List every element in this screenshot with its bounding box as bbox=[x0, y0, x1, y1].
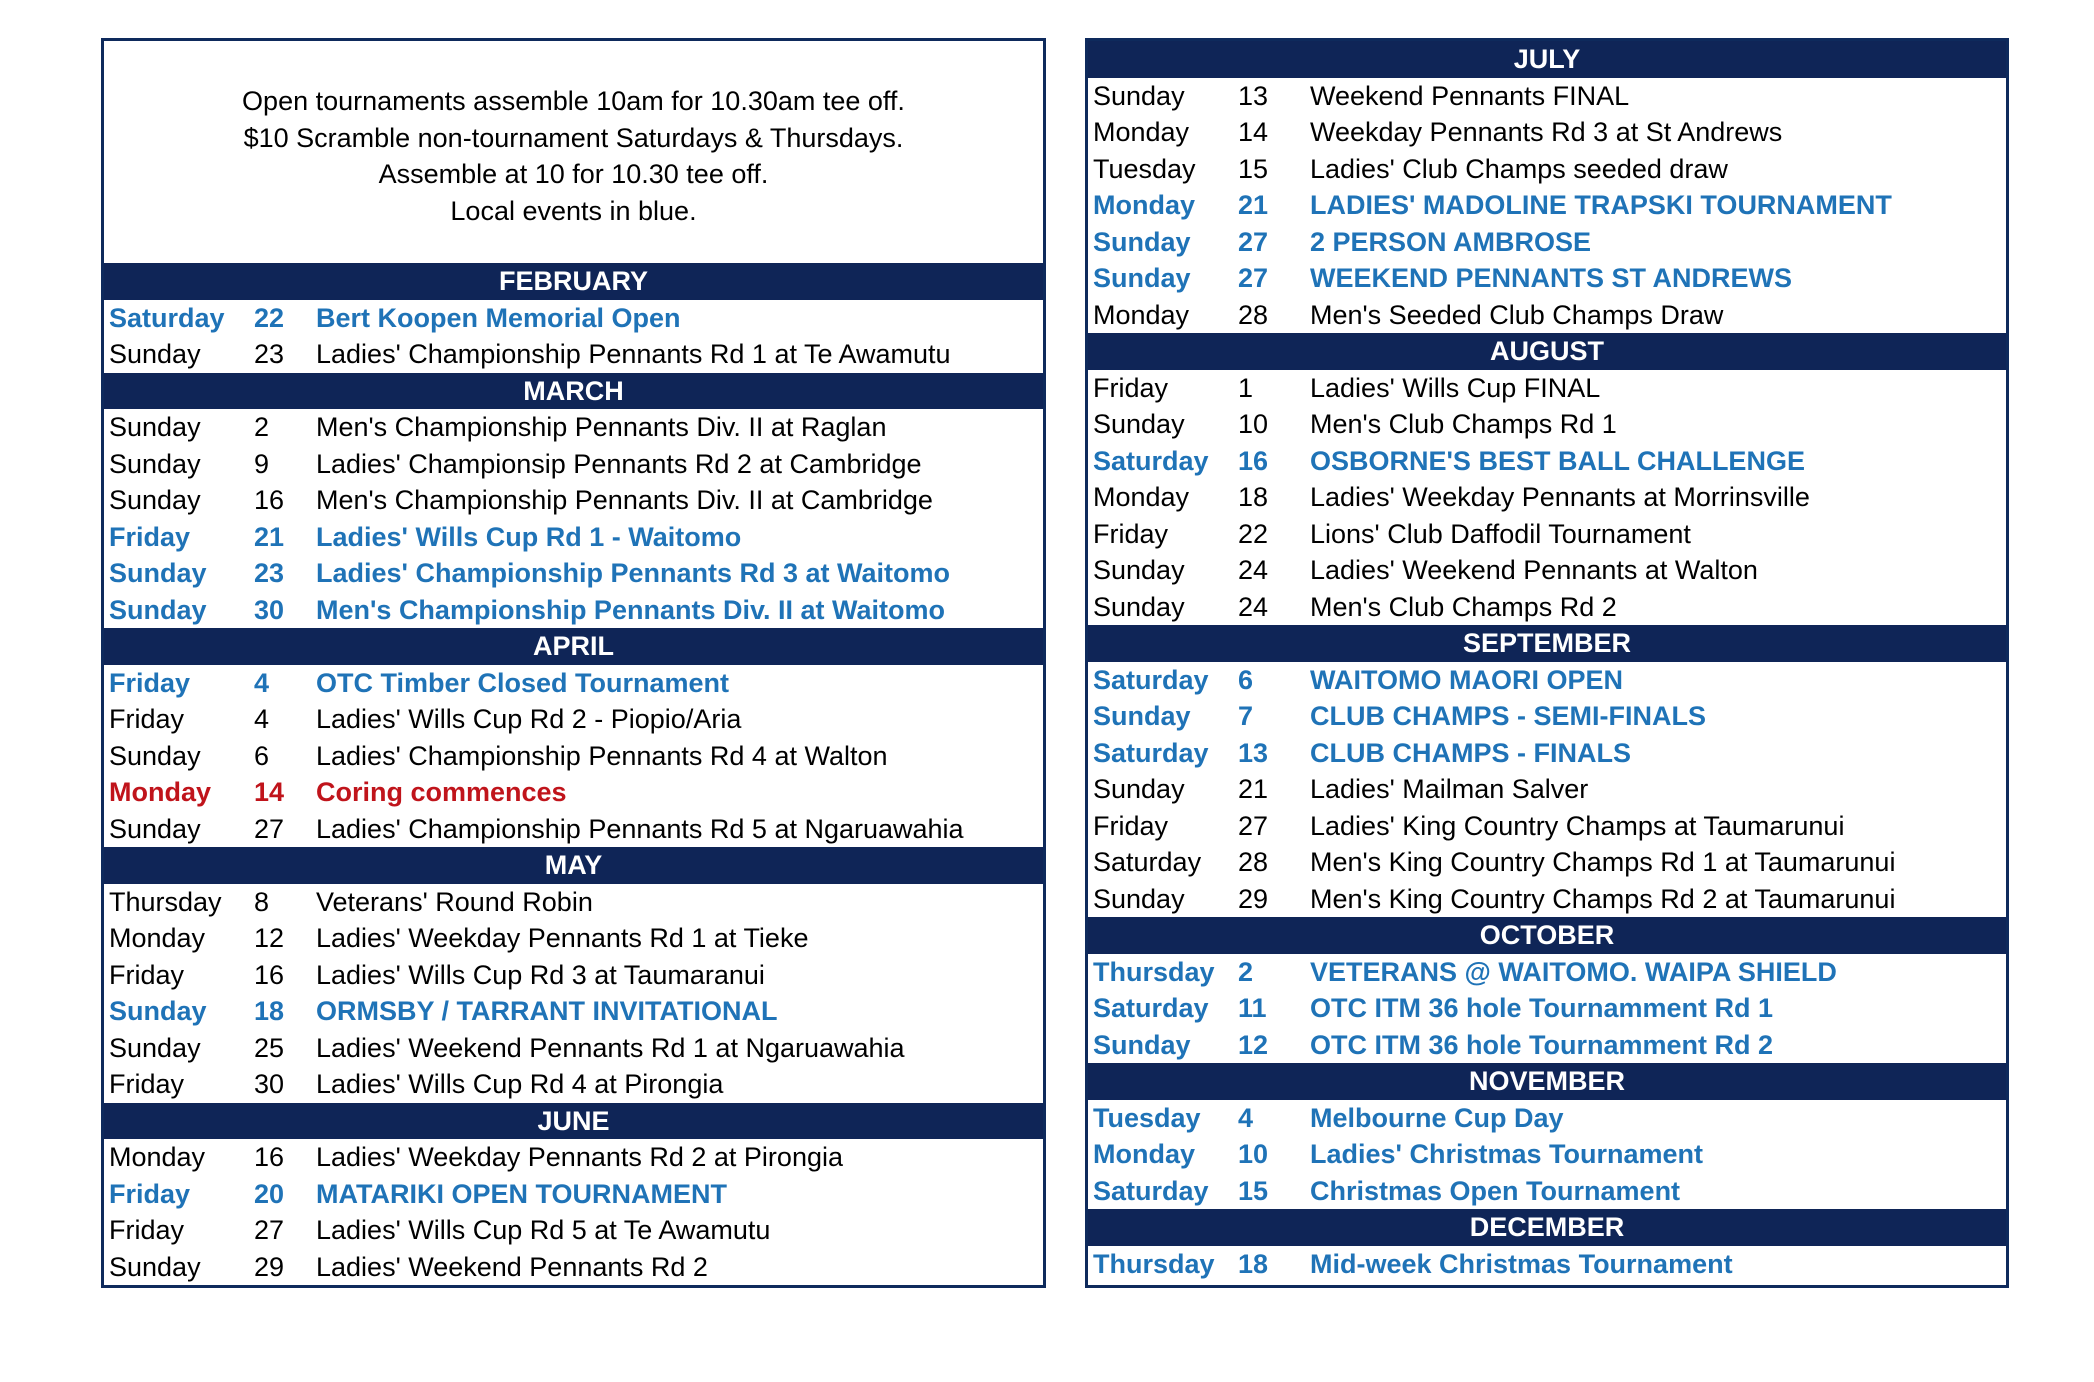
event-row bbox=[104, 555, 1043, 592]
event-name: CLUB CHAMPS - SEMI-FINALS bbox=[1310, 701, 1706, 731]
event-name: Ladies' Christmas Tournament bbox=[1310, 1139, 1704, 1169]
event-date: 25 bbox=[254, 1032, 285, 1063]
event-date: 2 bbox=[254, 412, 270, 442]
right-month-list bbox=[1088, 41, 2006, 1282]
event-name: Ladies' Championship Pennants Rd 5 at Ngaruawahia bbox=[316, 813, 964, 844]
event-row bbox=[1088, 370, 2006, 407]
event-date: 4 bbox=[254, 704, 270, 734]
event-date: 13 bbox=[1238, 737, 1269, 768]
event-day: Monday bbox=[1093, 299, 1190, 330]
event-name: Ladies' Wills Cup Rd 2 - Piopio/Aria bbox=[316, 704, 742, 734]
event-day: Sunday bbox=[1093, 80, 1185, 111]
event-day: Friday bbox=[109, 521, 191, 552]
event-date: 9 bbox=[254, 448, 270, 479]
event-date: 6 bbox=[1238, 664, 1254, 695]
event-row bbox=[1088, 552, 2006, 589]
event-name: Christmas Open Tournament bbox=[1310, 1175, 1681, 1206]
event-name: Ladies' Weekend Pennants Rd 1 at Ngaruawahia bbox=[316, 1032, 905, 1063]
event-row bbox=[104, 1030, 1043, 1067]
event-row bbox=[1088, 443, 2006, 480]
event-name: Ladies' Championship Pennants Rd 3 at Waitomo bbox=[316, 558, 950, 588]
event-name: Ladies' Weekday Pennants Rd 1 at Tieke bbox=[316, 923, 809, 953]
event-date: 21 bbox=[254, 521, 285, 552]
event-day: Saturday bbox=[1093, 847, 1202, 877]
event-date: 30 bbox=[254, 1069, 285, 1099]
month-header-november: NOVEMBER bbox=[1088, 1063, 2006, 1100]
event-row bbox=[1088, 844, 2006, 881]
event-day: Saturday bbox=[1093, 664, 1209, 695]
event-row bbox=[1088, 990, 2006, 1027]
event-name: CLUB CHAMPS - FINALS bbox=[1310, 737, 1631, 768]
event-name: Veterans' Round Robin bbox=[316, 886, 593, 917]
event-name: Ladies' Mailman Salver bbox=[1310, 774, 1589, 804]
intro-line: Local events in blue. bbox=[450, 195, 697, 226]
event-day: Tuesday bbox=[1093, 1102, 1201, 1133]
event-row bbox=[1088, 1246, 2006, 1283]
event-name: Men's Club Champs Rd 2 bbox=[1310, 591, 1617, 622]
month-header-june: JUNE bbox=[104, 1103, 1043, 1140]
event-name: Mid-week Christmas Tournament bbox=[1310, 1248, 1733, 1279]
event-day: Sunday bbox=[1093, 883, 1185, 914]
event-day: Monday bbox=[1093, 482, 1190, 512]
event-name: Ladies' Weekend Pennants at Walton bbox=[1310, 555, 1758, 585]
event-name: Ladies' Weekday Pennants at Morrinsville bbox=[1310, 482, 1810, 512]
event-row bbox=[104, 1176, 1043, 1213]
event-day: Sunday bbox=[109, 412, 201, 442]
left-month-list bbox=[104, 263, 1043, 1285]
event-name: Weekday Pennants Rd 3 at St Andrews bbox=[1310, 117, 1783, 147]
event-day: Monday bbox=[1093, 117, 1190, 147]
event-date: 24 bbox=[1238, 555, 1269, 585]
event-name: Men's Championship Pennants Div. II at Cambridge bbox=[316, 485, 933, 515]
event-day: Saturday bbox=[1093, 737, 1209, 768]
event-date: 12 bbox=[254, 923, 285, 953]
event-row bbox=[104, 993, 1043, 1030]
event-name: MATARIKI OPEN TOURNAMENT bbox=[316, 1178, 727, 1209]
event-day: Friday bbox=[1093, 810, 1169, 841]
event-name: Ladies' Weekend Pennants Rd 2 bbox=[316, 1251, 708, 1282]
event-day: Saturday bbox=[109, 302, 225, 333]
event-date: 27 bbox=[254, 1215, 285, 1245]
event-day: Tuesday bbox=[1093, 153, 1196, 184]
event-row bbox=[1088, 1136, 2006, 1173]
event-day: Friday bbox=[109, 667, 191, 698]
intro-notes bbox=[104, 41, 1043, 263]
event-day: Sunday bbox=[109, 996, 207, 1026]
event-name: Ladies' Wills Cup Rd 1 - Waitomo bbox=[316, 521, 742, 552]
event-date: 15 bbox=[1238, 1175, 1269, 1206]
event-date: 18 bbox=[1238, 1248, 1269, 1279]
event-day: Friday bbox=[1093, 518, 1169, 549]
event-day: Saturday bbox=[1093, 1175, 1209, 1206]
event-date: 29 bbox=[1238, 883, 1269, 914]
event-row bbox=[104, 811, 1043, 848]
event-name: Men's Championship Pennants Div. II at Raglan bbox=[316, 412, 887, 442]
event-row bbox=[104, 1212, 1043, 1249]
event-date: 23 bbox=[254, 558, 285, 588]
month-header-may: MAY bbox=[104, 847, 1043, 884]
event-day: Friday bbox=[109, 1069, 185, 1099]
event-day: Sunday bbox=[109, 339, 201, 369]
event-row bbox=[1088, 1027, 2006, 1064]
event-day: Saturday bbox=[1093, 993, 1209, 1023]
event-day: Sunday bbox=[1093, 226, 1191, 257]
event-row bbox=[104, 482, 1043, 519]
event-name: Ladies' Weekday Pennants Rd 2 at Pirongia bbox=[316, 1142, 843, 1172]
intro-line: Assemble at 10 for 10.30 tee off. bbox=[378, 159, 769, 189]
right-calendar-panel bbox=[1085, 38, 2009, 1288]
event-date: 1 bbox=[1238, 372, 1254, 403]
event-row bbox=[1088, 662, 2006, 699]
event-name: Melbourne Cup Day bbox=[1310, 1102, 1564, 1133]
event-day: Friday bbox=[109, 959, 185, 990]
event-row bbox=[104, 1249, 1043, 1286]
event-date: 27 bbox=[1238, 263, 1269, 293]
event-name: Men's King Country Champs Rd 2 at Taumarunui bbox=[1310, 883, 1896, 914]
event-name: OTC ITM 36 hole Tournamment Rd 2 bbox=[1310, 1029, 1774, 1060]
event-day: Sunday bbox=[1093, 409, 1185, 439]
event-name: Ladies' Wills Cup Rd 3 at Taumaranui bbox=[316, 959, 765, 990]
event-date: 28 bbox=[1238, 299, 1269, 330]
event-date: 2 bbox=[1238, 956, 1254, 987]
event-day: Sunday bbox=[1093, 263, 1191, 293]
event-date: 14 bbox=[254, 777, 285, 807]
event-row bbox=[1088, 151, 2006, 188]
event-date: 21 bbox=[1238, 190, 1269, 220]
event-date: 16 bbox=[1238, 445, 1269, 476]
event-date: 27 bbox=[1238, 226, 1269, 257]
event-day: Thursday bbox=[109, 886, 222, 917]
event-name: WEEKEND PENNANTS ST ANDREWS bbox=[1310, 263, 1793, 293]
event-row bbox=[104, 774, 1043, 811]
month-header-december: DECEMBER bbox=[1088, 1209, 2006, 1246]
event-row bbox=[1088, 954, 2006, 991]
event-date: 4 bbox=[1238, 1102, 1254, 1133]
intro-line: Open tournaments assemble 10am for 10.30am tee off. bbox=[242, 86, 905, 116]
event-name: ORMSBY / TARRANT INVITATIONAL bbox=[316, 996, 778, 1026]
event-name: Ladies' Wills Cup Rd 4 at Pirongia bbox=[316, 1069, 724, 1099]
event-name: Coring commences bbox=[316, 777, 567, 807]
event-row bbox=[104, 446, 1043, 483]
event-day: Sunday bbox=[1093, 701, 1191, 731]
event-date: 8 bbox=[254, 886, 270, 917]
event-row bbox=[104, 336, 1043, 373]
event-name: Bert Koopen Memorial Open bbox=[316, 302, 681, 333]
event-date: 18 bbox=[1238, 482, 1269, 512]
event-row bbox=[104, 300, 1043, 337]
event-day: Monday bbox=[109, 777, 212, 807]
event-row bbox=[1088, 224, 2006, 261]
event-day: Sunday bbox=[1093, 1029, 1191, 1060]
event-row bbox=[1088, 297, 2006, 334]
event-date: 10 bbox=[1238, 409, 1269, 439]
event-date: 15 bbox=[1238, 153, 1269, 184]
event-date: 7 bbox=[1238, 701, 1254, 731]
event-day: Friday bbox=[109, 1178, 191, 1209]
event-day: Monday bbox=[109, 1142, 206, 1172]
event-day: Sunday bbox=[1093, 774, 1185, 804]
event-name: OTC ITM 36 hole Tournamment Rd 1 bbox=[1310, 993, 1774, 1023]
event-row bbox=[1088, 260, 2006, 297]
event-name: OTC Timber Closed Tournament bbox=[316, 667, 730, 698]
event-date: 16 bbox=[254, 485, 285, 515]
event-date: 28 bbox=[1238, 847, 1269, 877]
event-row bbox=[104, 920, 1043, 957]
event-date: 30 bbox=[254, 594, 285, 625]
event-name: Lions' Club Daffodil Tournament bbox=[1310, 518, 1691, 549]
event-name: Ladies' Championship Pennants Rd 1 at Te Awamutu bbox=[316, 339, 951, 369]
event-row bbox=[1088, 808, 2006, 845]
event-date: 22 bbox=[254, 302, 285, 333]
event-date: 16 bbox=[254, 1142, 285, 1172]
event-day: Sunday bbox=[109, 1251, 201, 1282]
event-day: Sunday bbox=[109, 594, 207, 625]
event-name: Men's Championship Pennants Div. II at Waitomo bbox=[316, 594, 945, 625]
event-day: Sunday bbox=[109, 740, 201, 771]
event-row bbox=[104, 409, 1043, 446]
event-row bbox=[1088, 589, 2006, 626]
event-date: 4 bbox=[254, 667, 270, 698]
event-day: Sunday bbox=[109, 1032, 201, 1063]
event-date: 11 bbox=[1238, 993, 1267, 1023]
event-name: Ladies' Wills Cup Rd 5 at Te Awamutu bbox=[316, 1215, 771, 1245]
event-name: Ladies' Championsip Pennants Rd 2 at Cambridge bbox=[316, 448, 922, 479]
event-row bbox=[1088, 187, 2006, 224]
event-day: Friday bbox=[109, 704, 185, 734]
event-day: Friday bbox=[109, 1215, 185, 1245]
event-date: 29 bbox=[254, 1251, 285, 1282]
event-day: Sunday bbox=[1093, 591, 1185, 622]
event-date: 10 bbox=[1238, 1139, 1269, 1169]
event-row bbox=[104, 701, 1043, 738]
event-row bbox=[1088, 78, 2006, 115]
event-row bbox=[1088, 698, 2006, 735]
month-header-july: JULY bbox=[1088, 41, 2006, 78]
left-calendar-panel bbox=[101, 38, 1046, 1288]
event-date: 21 bbox=[1238, 774, 1269, 804]
event-day: Monday bbox=[109, 923, 206, 953]
event-date: 6 bbox=[254, 740, 270, 771]
month-header-october: OCTOBER bbox=[1088, 917, 2006, 954]
event-date: 23 bbox=[254, 339, 285, 369]
event-name: Weekend Pennants FINAL bbox=[1310, 80, 1630, 111]
event-day: Sunday bbox=[109, 485, 201, 515]
event-name: WAITOMO MAORI OPEN bbox=[1310, 664, 1624, 695]
event-date: 20 bbox=[254, 1178, 285, 1209]
event-row bbox=[1088, 479, 2006, 516]
event-day: Thursday bbox=[1093, 1248, 1215, 1279]
month-header-february: FEBRUARY bbox=[104, 263, 1043, 300]
event-date: 16 bbox=[254, 959, 285, 990]
event-row bbox=[1088, 406, 2006, 443]
event-row bbox=[104, 665, 1043, 702]
event-day: Sunday bbox=[109, 558, 207, 588]
event-name: Men's Seeded Club Champs Draw bbox=[1310, 299, 1724, 330]
month-header-september: SEPTEMBER bbox=[1088, 625, 2006, 662]
event-day: Thursday bbox=[1093, 956, 1215, 987]
event-date: 14 bbox=[1238, 117, 1269, 147]
event-row bbox=[104, 1066, 1043, 1103]
event-name: LADIES' MADOLINE TRAPSKI TOURNAMENT bbox=[1310, 190, 1892, 220]
event-row bbox=[1088, 114, 2006, 151]
event-row bbox=[104, 957, 1043, 994]
event-date: 18 bbox=[254, 996, 285, 1026]
event-row bbox=[1088, 771, 2006, 808]
event-name: OSBORNE'S BEST BALL CHALLENGE bbox=[1310, 445, 1805, 476]
event-row bbox=[1088, 1173, 2006, 1210]
month-header-march: MARCH bbox=[104, 373, 1043, 410]
event-row bbox=[1088, 735, 2006, 772]
event-row bbox=[1088, 881, 2006, 918]
event-date: 13 bbox=[1238, 80, 1269, 111]
event-row bbox=[1088, 1100, 2006, 1137]
event-date: 12 bbox=[1238, 1029, 1269, 1060]
event-row bbox=[104, 884, 1043, 921]
event-date: 24 bbox=[1238, 591, 1269, 622]
event-date: 27 bbox=[254, 813, 285, 844]
event-name: Ladies' Club Champs seeded draw bbox=[1310, 153, 1728, 184]
event-name: Ladies' Wills Cup FINAL bbox=[1310, 372, 1601, 403]
event-name: 2 PERSON AMBROSE bbox=[1310, 226, 1592, 257]
event-name: Men's King Country Champs Rd 1 at Taumarunui bbox=[1310, 847, 1896, 877]
event-day: Monday bbox=[1093, 190, 1196, 220]
event-row bbox=[104, 738, 1043, 775]
event-day: Sunday bbox=[1093, 555, 1185, 585]
month-header-april: APRIL bbox=[104, 628, 1043, 665]
event-date: 27 bbox=[1238, 810, 1269, 841]
event-name: Ladies' King Country Champs at Taumarunui bbox=[1310, 810, 1845, 841]
event-row bbox=[104, 519, 1043, 556]
event-row bbox=[104, 1139, 1043, 1176]
event-day: Friday bbox=[1093, 372, 1169, 403]
intro-line: $10 Scramble non-tournament Saturdays & Thursdays. bbox=[243, 122, 904, 153]
month-header-august: AUGUST bbox=[1088, 333, 2006, 370]
event-day: Monday bbox=[1093, 1139, 1196, 1169]
event-row bbox=[104, 592, 1043, 629]
event-day: Sunday bbox=[109, 448, 201, 479]
event-name: VETERANS @ WAITOMO. WAIPA SHIELD bbox=[1310, 956, 1837, 987]
event-day: Saturday bbox=[1093, 445, 1209, 476]
event-row bbox=[1088, 516, 2006, 553]
event-date: 22 bbox=[1238, 518, 1269, 549]
event-day: Sunday bbox=[109, 813, 201, 844]
event-name: Ladies' Championship Pennants Rd 4 at Walton bbox=[316, 740, 888, 771]
event-name: Men's Club Champs Rd 1 bbox=[1310, 409, 1617, 439]
